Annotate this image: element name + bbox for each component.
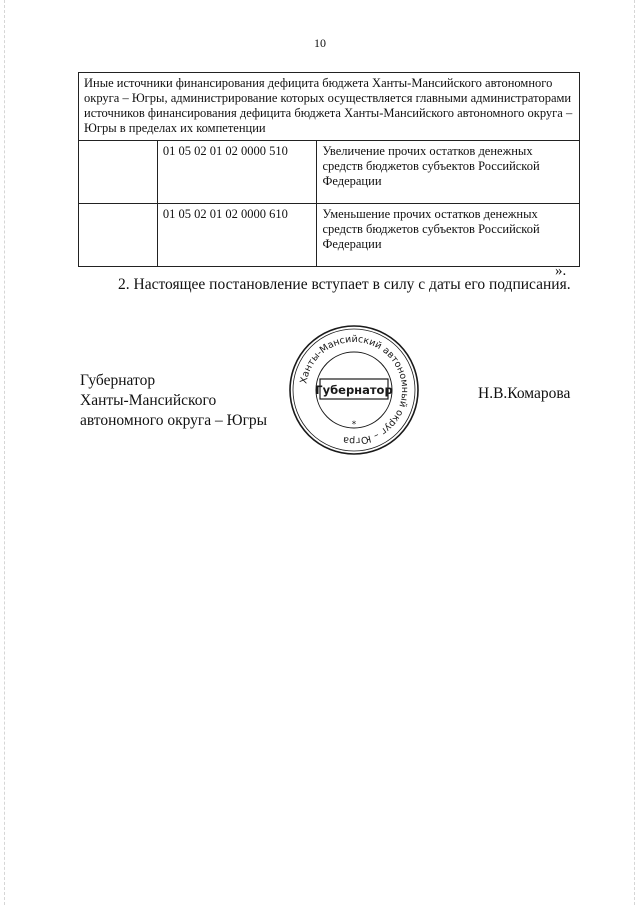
table-heading-row: [79, 73, 580, 141]
table-row: [79, 141, 580, 204]
table-heading-cell: Иные источники финансирования дефицита бюджета Ханты-Мансийского автономного округа – Югры, администрирование которых осуществляется главными администраторами источников финансирования дефицита бюджета Ханты-Мансийского автономного округа – Югры в пределах их компетенции: [79, 73, 580, 141]
signer-title-line: автономного округа – Югры: [80, 412, 268, 429]
classification-code-cell: 01 05 02 01 02 0000 610: [157, 204, 317, 267]
governor-seal: [287, 323, 421, 457]
closing-quote: ».: [555, 263, 567, 279]
signer-title-line: Ханты-Мансийского: [80, 392, 217, 409]
scan-edge-left: [4, 0, 5, 905]
seal-ring-text: Ханты-Мансийский автономный округ – Югра: [298, 333, 411, 447]
page-number: 10: [314, 36, 326, 50]
signer-title-line: Губернатор: [80, 372, 156, 389]
admin-code-cell: [79, 204, 158, 267]
table-row: [79, 204, 580, 267]
classification-code-cell: 01 05 02 01 02 0000 510: [157, 141, 317, 204]
clause-2-text: 2. Настоящее постановление вступает в силу с даты его подписания.: [118, 276, 571, 293]
source-name-cell: Увеличение прочих остатков денежных средств бюджетов субъектов Российской Федерации: [317, 141, 580, 204]
source-name-cell: Уменьшение прочих остатков денежных средств бюджетов субъектов Российской Федерации: [317, 204, 580, 267]
signer-name: Н.В.Комарова: [478, 385, 571, 402]
financing-sources-table: [78, 72, 580, 267]
scan-edge-right: [634, 0, 635, 905]
signer-title: [80, 371, 267, 431]
seal-star: *: [351, 420, 357, 430]
seal-center-text: Губернатор: [315, 383, 393, 397]
admin-code-cell: [79, 141, 158, 204]
